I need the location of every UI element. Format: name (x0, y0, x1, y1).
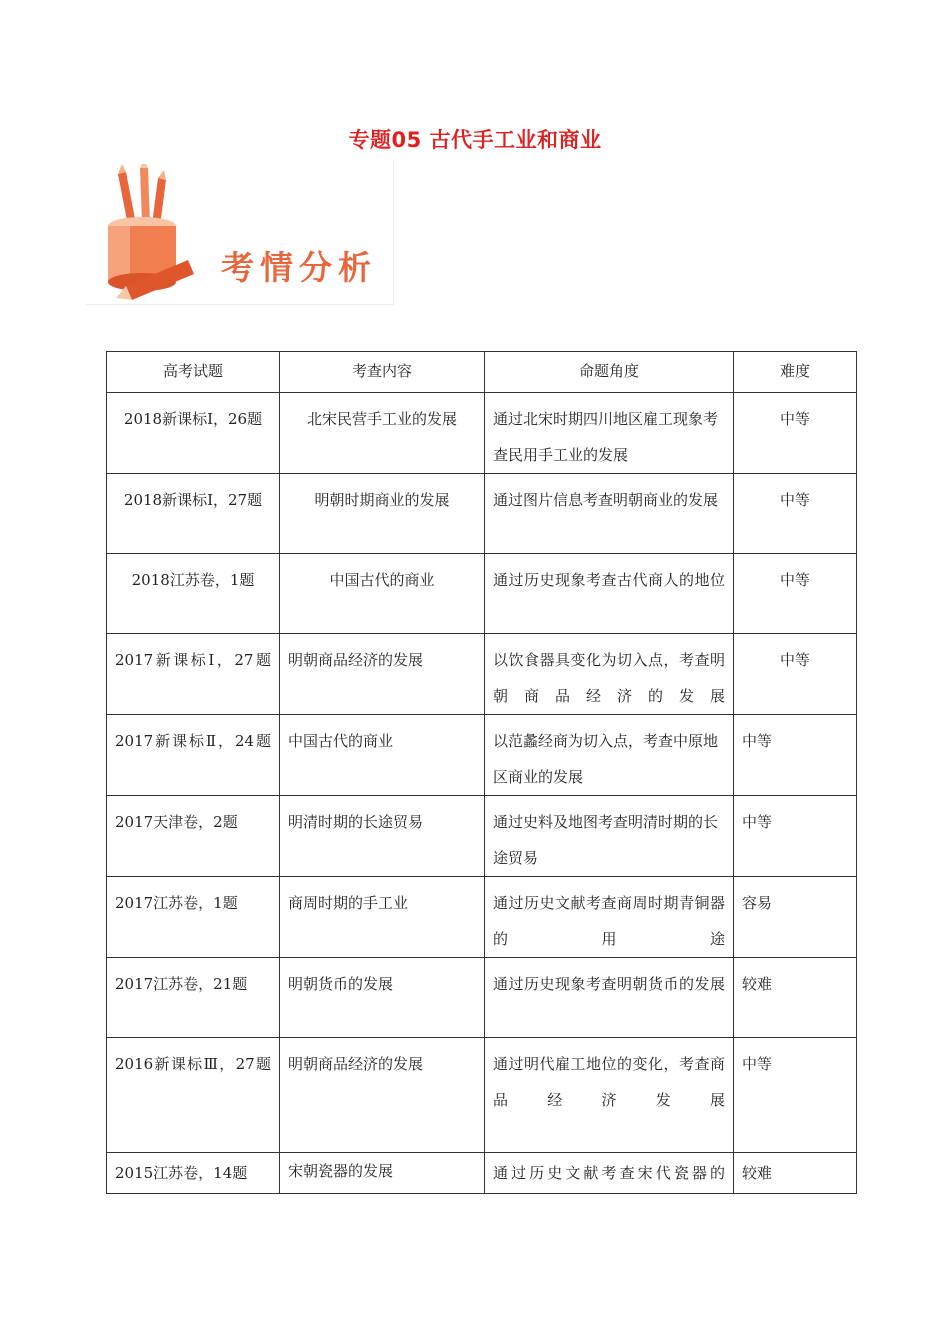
content-cell: 明朝商品经济的发展 (280, 634, 485, 715)
difficulty-cell: 中等 (734, 796, 857, 877)
difficulty-cell: 中等 (734, 1038, 857, 1153)
table-row (107, 393, 857, 474)
difficulty-cell: 中等 (734, 634, 857, 715)
exam-cell: 2018新课标Ⅰ，27题 (107, 474, 280, 554)
content-cell: 明朝时期商业的发展 (280, 474, 485, 554)
angle-cell: 通过北宋时期四川地区雇工现象考查民用手工业的发展 (485, 393, 734, 474)
difficulty-cell: 较难 (734, 1153, 857, 1194)
exam-analysis-table (106, 351, 857, 1194)
table-row (107, 474, 857, 554)
angle-cell: 以饮食器具变化为切入点，考查明朝商品经济的发展 (485, 634, 734, 715)
pencil-cup-icon (96, 164, 206, 304)
angle-cell: 通过史料及地图考查明清时期的长途贸易 (485, 796, 734, 877)
header-difficulty: 难度 (734, 352, 857, 393)
table-row (107, 554, 857, 634)
difficulty-cell: 较难 (734, 958, 857, 1038)
difficulty-cell: 中等 (734, 393, 857, 474)
exam-cell: 2017新课标Ⅱ，24题 (107, 715, 280, 796)
exam-cell: 2017新课标Ⅰ，27题 (107, 634, 280, 715)
banner-label: 考情分析 (221, 248, 377, 287)
content-cell: 明朝商品经济的发展 (280, 1038, 485, 1153)
content-cell: 中国古代的商业 (280, 715, 485, 796)
difficulty-cell: 中等 (734, 554, 857, 634)
exam-cell: 2017天津卷，2题 (107, 796, 280, 877)
content-cell: 明清时期的长途贸易 (280, 796, 485, 877)
angle-cell: 通过历史现象考查古代商人的地位 (485, 554, 734, 634)
exam-cell: 2016新课标Ⅲ，27题 (107, 1038, 280, 1153)
page-title: 专题05 古代手工业和商业 (348, 128, 602, 152)
difficulty-cell: 中等 (734, 715, 857, 796)
table-row (107, 877, 857, 958)
content-cell: 北宋民营手工业的发展 (280, 393, 485, 474)
exam-cell: 2017江苏卷，21题 (107, 958, 280, 1038)
table-row (107, 796, 857, 877)
angle-cell: 通过图片信息考查明朝商业的发展 (485, 474, 734, 554)
section-banner (86, 160, 394, 305)
table-row (107, 958, 857, 1038)
angle-cell: 通过历史文献考查宋代瓷器的 (485, 1153, 734, 1194)
exam-cell: 2017江苏卷，1题 (107, 877, 280, 958)
angle-cell: 通过历史现象考查明朝货币的发展 (485, 958, 734, 1038)
content-cell: 明朝货币的发展 (280, 958, 485, 1038)
content-cell: 商周时期的手工业 (280, 877, 485, 958)
table-row (107, 715, 857, 796)
angle-cell: 以范蠡经商为切入点，考查中原地区商业的发展 (485, 715, 734, 796)
table-header-row (107, 352, 857, 393)
table-row (107, 634, 857, 715)
header-exam: 高考试题 (107, 352, 280, 393)
header-angle: 命题角度 (485, 352, 734, 393)
content-cell: 中国古代的商业 (280, 554, 485, 634)
header-content: 考查内容 (280, 352, 485, 393)
content-cell: 宋朝瓷器的发展 (280, 1153, 485, 1194)
exam-cell: 2018江苏卷，1题 (107, 554, 280, 634)
angle-cell: 通过历史文献考查商周时期青铜器的用途 (485, 877, 734, 958)
table-row (107, 1153, 857, 1194)
difficulty-cell: 容易 (734, 877, 857, 958)
angle-cell: 通过明代雇工地位的变化，考查商品经济发展 (485, 1038, 734, 1153)
exam-cell: 2018新课标Ⅰ，26题 (107, 393, 280, 474)
table-row (107, 1038, 857, 1153)
difficulty-cell: 中等 (734, 474, 857, 554)
exam-cell: 2015江苏卷，14题 (107, 1153, 280, 1194)
